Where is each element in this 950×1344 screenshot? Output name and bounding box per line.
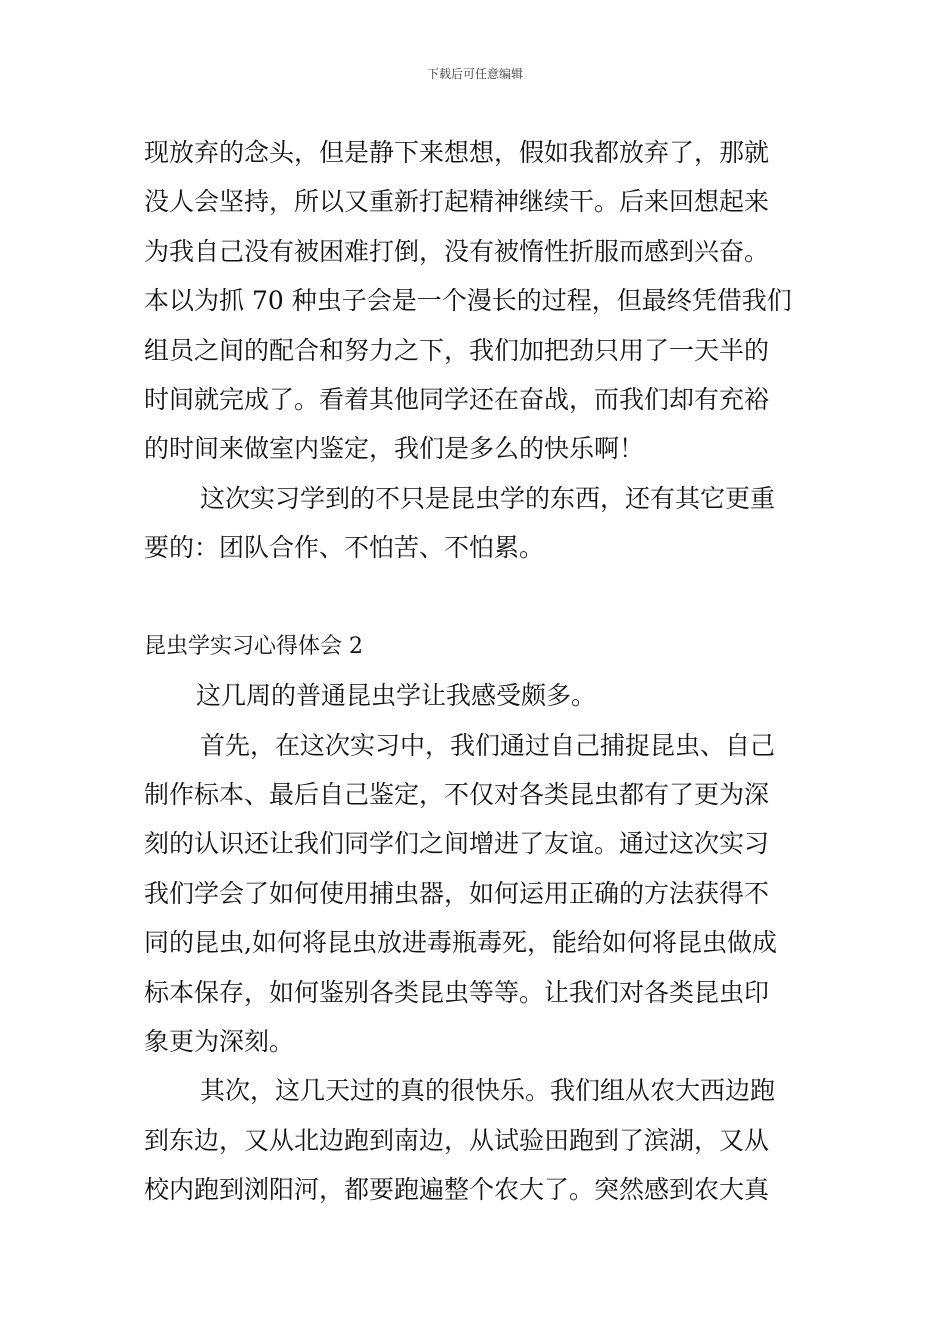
text-line: 到东边，又从北边跑到南边，从试验田跑到了滨湖，又从 (144, 1125, 770, 1155)
text-line: 为我自己没有被困难打倒，没有被惰性折服而感到兴奋。 (144, 236, 770, 266)
text-line: 要的：团队合作、不怕苦、不怕累。 (144, 533, 545, 563)
text-line: 这次实习学到的不只是昆虫学的东西，还有其它更重 (200, 483, 776, 513)
paragraph-3 (144, 671, 808, 720)
section-title: 昆虫学实习心得体会 2 (144, 633, 363, 659)
text-line: 校内跑到浏阳河，都要跑遍整个农大了。突然感到农大真 (144, 1175, 770, 1205)
paragraph-1 (144, 128, 808, 474)
text-line: 刻的认识还让我们同学们之间增进了友谊。通过这次实习 (144, 829, 770, 859)
document-body (144, 128, 808, 1215)
paragraph-5 (144, 1066, 808, 1214)
text-line: 制作标本、最后自己鉴定，不仅对各类昆虫都有了更为深 (144, 780, 770, 810)
text-line: 现放弃的念头，但是静下来想想，假如我都放弃了，那就 (144, 138, 770, 167)
paragraph-gap (144, 573, 808, 622)
text-line: 象更为深刻。 (144, 1027, 295, 1057)
paragraph-4 (144, 721, 808, 1067)
text-line: 首先，在这次实习中，我们通过自己捕捉昆虫、自己 (200, 730, 776, 760)
page-header: 下载后可任意编辑 (426, 67, 523, 81)
text-line: 组员之间的配合和努力之下，我们加把劲只用了一天半的 (144, 335, 770, 365)
text-line: 时间就完成了。看着其他同学还在奋战，而我们却有充裕 (144, 384, 770, 414)
text-line: 标本保存，如何鉴别各类昆虫等等。让我们对各类昆虫印 (144, 977, 770, 1007)
paragraph-2 (144, 474, 808, 573)
text-line: 本以为抓 70 种虫子会是一个漫长的过程，但最终凭借我们 (144, 286, 792, 316)
text-line: 的时间来做室内鉴定，我们是多么的快乐啊！ (144, 434, 645, 464)
text-line: 这几周的普通昆虫学让我感受颇多。 (196, 681, 597, 711)
text-line: 没人会坚持，所以又重新打起精神继续干。后来回想起来 (144, 187, 770, 217)
text-line: 其次，这几天过的真的很快乐。我们组从农大西边跑 (200, 1076, 776, 1106)
text-line: 我们学会了如何使用捕虫器，如何运用正确的方法获得不 (144, 878, 770, 908)
text-line: 同的昆虫,如何将昆虫放进毒瓶毒死，能给如何将昆虫做成 (144, 928, 777, 958)
